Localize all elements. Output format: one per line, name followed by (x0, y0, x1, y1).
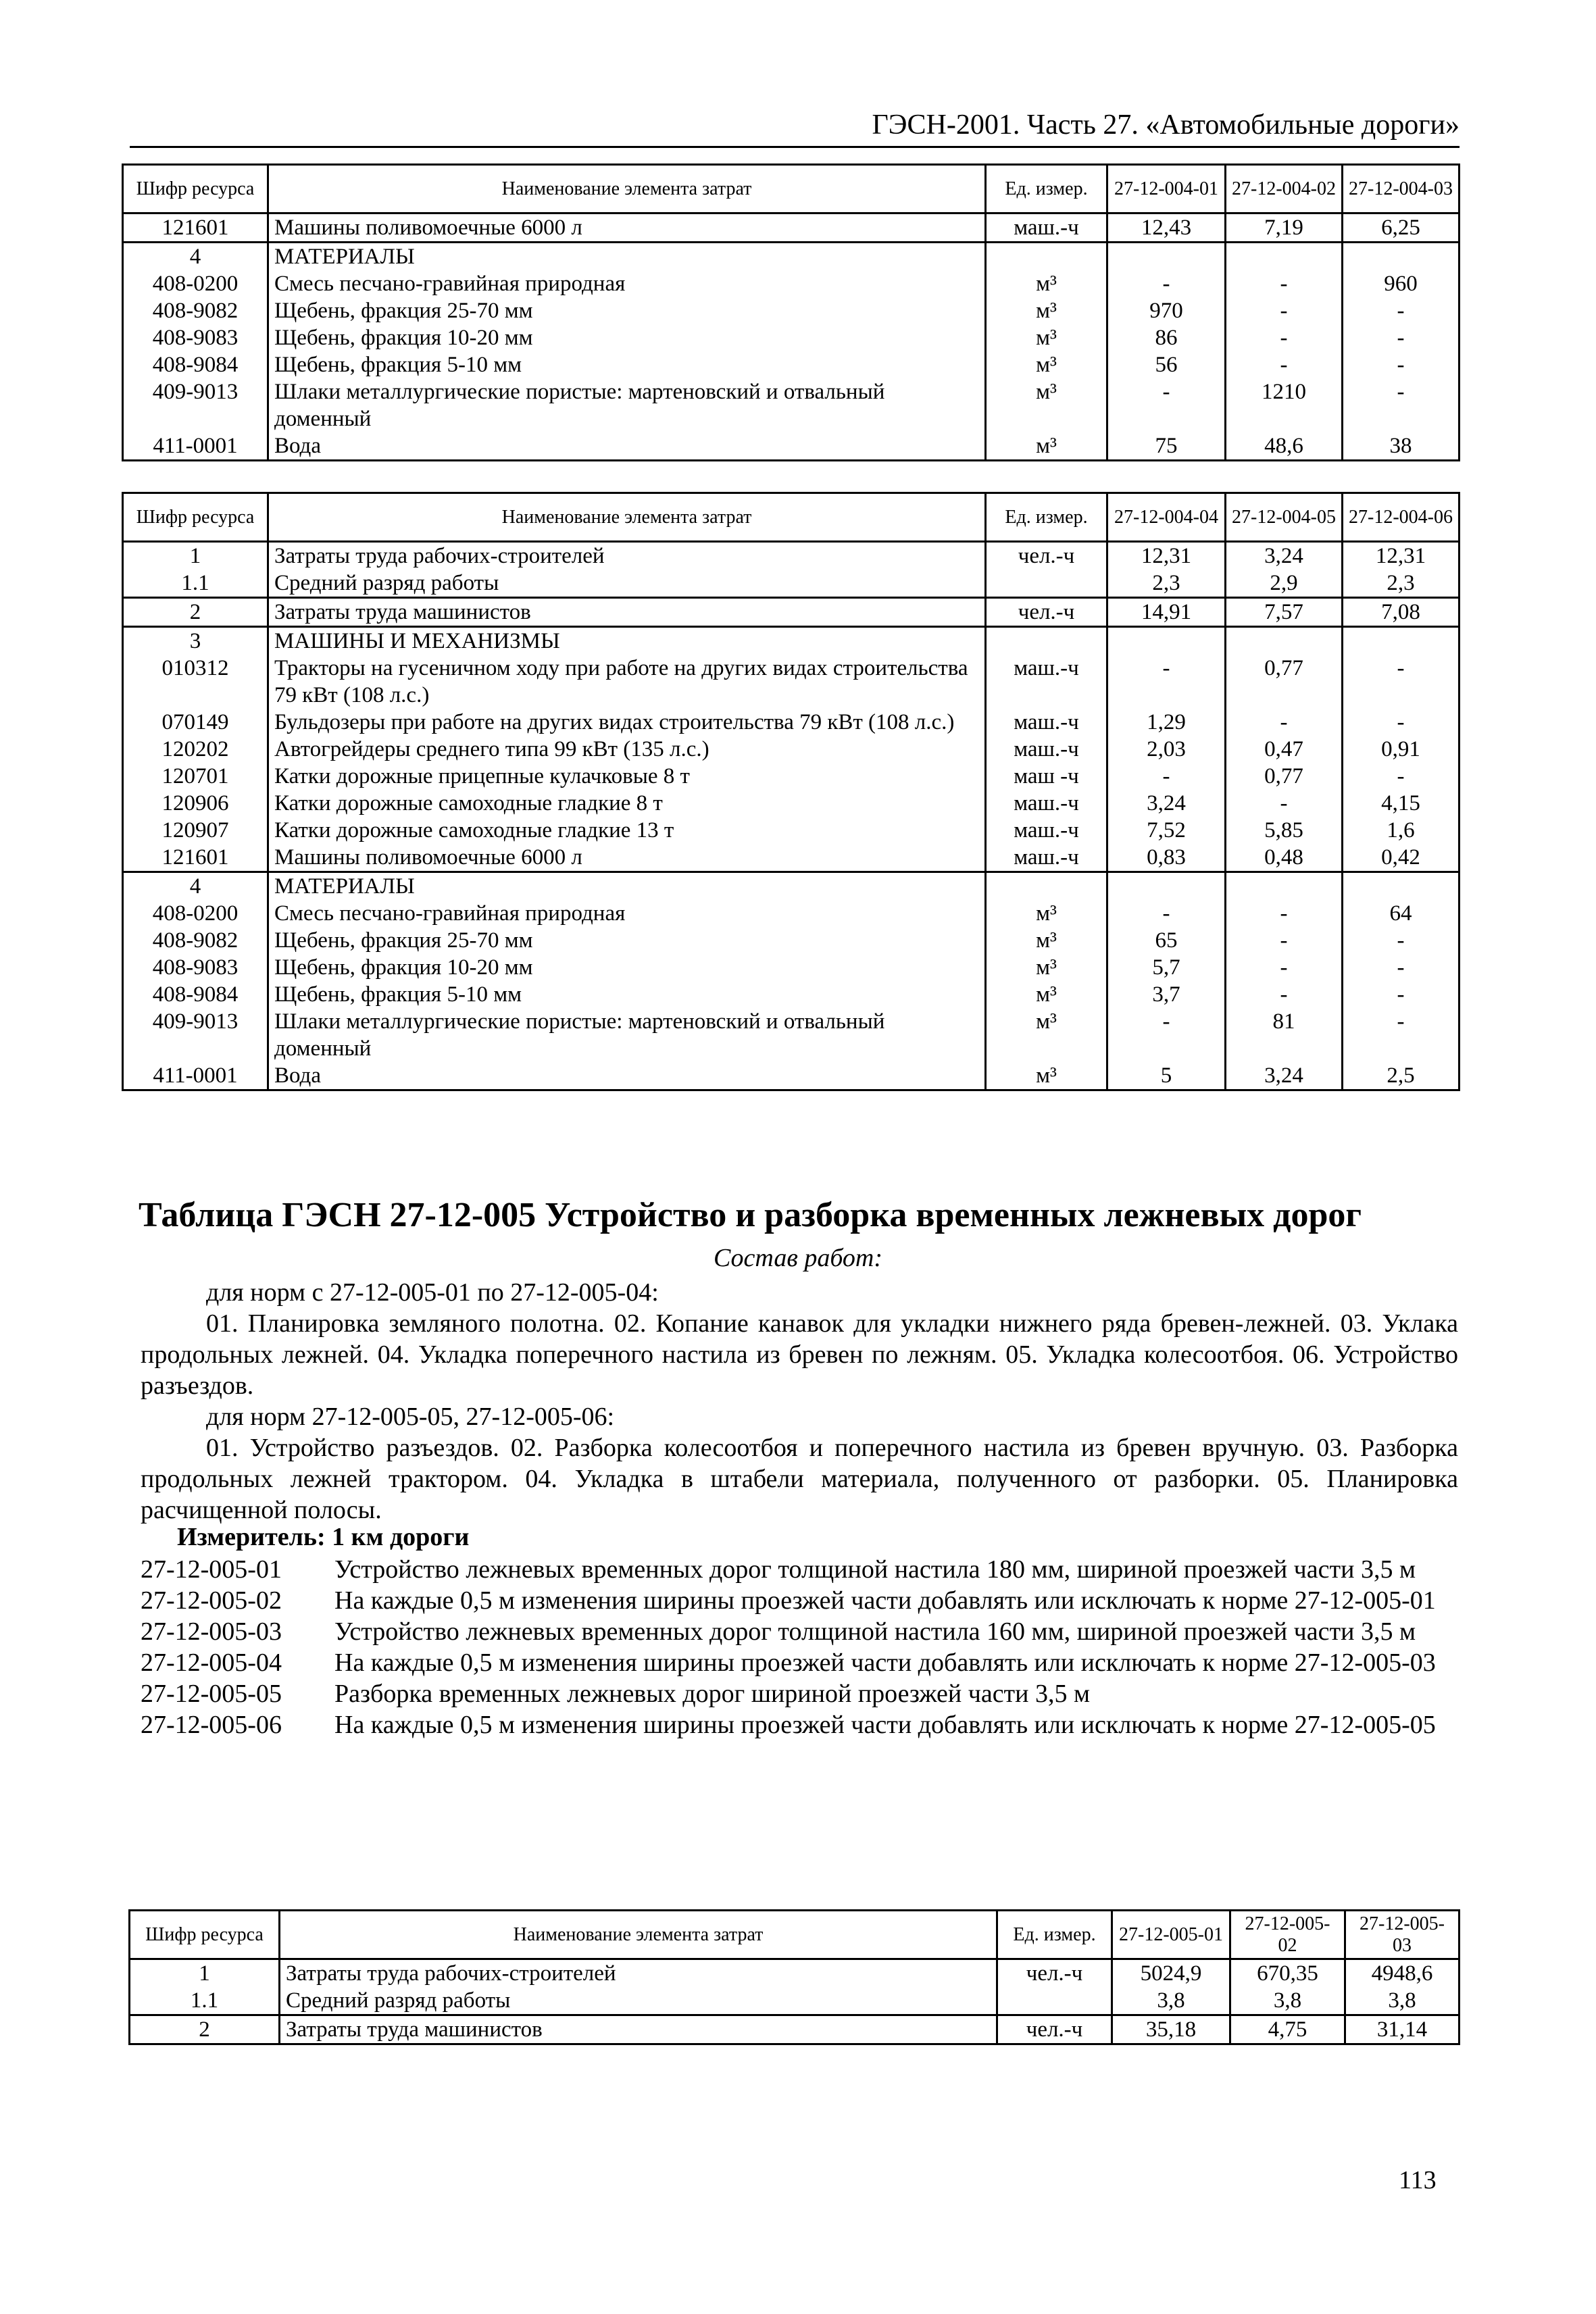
resource-code: 409-9013 (123, 1008, 268, 1062)
value: - (1226, 981, 1343, 1008)
cost-element-name: Щебень, фракция 5-10 мм (268, 351, 986, 378)
cost-element-name: Вода (268, 432, 986, 461)
resource-code: 121601 (123, 213, 268, 243)
value: 48,6 (1226, 432, 1343, 461)
table-row (123, 570, 1460, 598)
unit (986, 872, 1107, 901)
value: 6,25 (1343, 213, 1460, 243)
norms-b-text: 01. Устройство разъездов. 02. Разборка колесоотбоя и поперечного настила из бревен вручную. 03. Разборка продольных лежней трактором. 04. Укладка в штабели материала, полученного от разборки. 05. Планировка расчищенной полосы. (141, 1434, 1458, 1524)
col-norm-header: 27-12-004-06 (1343, 493, 1460, 542)
value: 86 (1107, 324, 1226, 351)
table-row (123, 872, 1460, 901)
value: 5 (1107, 1062, 1226, 1090)
resource-code: 120202 (123, 736, 268, 763)
table-row (123, 243, 1460, 271)
col-norm-header: 27-12-005-01 (1112, 1911, 1230, 1959)
table-27-12-005-01-03 (128, 1909, 1460, 2045)
value: 4,75 (1230, 2015, 1345, 2044)
resource-code: 120906 (123, 790, 268, 817)
value: 56 (1107, 351, 1226, 378)
value: 670,35 (1230, 1959, 1345, 1988)
value: - (1343, 297, 1460, 324)
unit: м³ (986, 954, 1107, 981)
resource-code: 121601 (123, 844, 268, 872)
value: 1,6 (1343, 817, 1460, 844)
col-code-header: Шифр ресурса (123, 493, 268, 542)
norms-b-label: для норм 27-12-005-05, 27-12-005-06: (206, 1403, 615, 1431)
value: 970 (1107, 297, 1226, 324)
col-code-header: Шифр ресурса (123, 165, 268, 213)
table-row (123, 324, 1460, 351)
value: 7,19 (1226, 213, 1343, 243)
resource-code: 408-9082 (123, 927, 268, 954)
col-code-header: Шифр ресурса (130, 1911, 280, 1959)
norm-code: 27-12-005-02 (141, 1586, 282, 1615)
value: 4,15 (1343, 790, 1460, 817)
cost-element-name: Вода (268, 1062, 986, 1090)
cost-element-name: Шлаки металлургические пористые: мартеновский и отвальный доменный (268, 378, 986, 432)
value: - (1343, 927, 1460, 954)
norm-code: 27-12-005-05 (141, 1680, 282, 1708)
value: 81 (1226, 1008, 1343, 1062)
value: 3,24 (1226, 542, 1343, 570)
resource-code: 1 (123, 542, 268, 570)
cost-element-name: Затраты труда рабочих-строителей (280, 1959, 997, 1988)
group-heading: МАШИНЫ И МЕХАНИЗМЫ (268, 627, 986, 655)
value: 0,42 (1343, 844, 1460, 872)
norms-a-text: 01. Планировка земляного полотна. 02. Копание канавок для укладки нижнего ряда бревен-лежней. 03. Уклака продольных лежней. 04. Укладка поперечного настила из бревен по лежням. 05. Укладка колесоотбоя. 06. Устройство разъездов. (141, 1309, 1458, 1400)
col-unit-header: Ед. измер. (986, 493, 1107, 542)
cost-element-name: Тракторы на гусеничном ходу при работе на других видах строительства 79 кВт (108 л.с.) (268, 655, 986, 709)
value: 5,85 (1226, 817, 1343, 844)
value: 3,8 (1345, 1987, 1460, 2015)
resource-code: 120701 (123, 763, 268, 790)
col-name-header: Наименование элемента затрат (268, 165, 986, 213)
unit: м³ (986, 324, 1107, 351)
measure-unit: Измеритель: 1 км дороги (177, 1523, 470, 1551)
value: 1210 (1226, 378, 1343, 432)
resource-code: 4 (123, 243, 268, 271)
resource-code: 010312 (123, 655, 268, 709)
cost-element-name: Смесь песчано-гравийная природная (268, 270, 986, 297)
value: 1,29 (1107, 709, 1226, 736)
table-row (123, 1008, 1460, 1062)
value: 31,14 (1345, 2015, 1460, 2044)
value: 14,91 (1107, 598, 1226, 627)
value: 3,8 (1112, 1987, 1230, 2015)
table-row (123, 655, 1460, 709)
value (1343, 627, 1460, 655)
value: 0,77 (1226, 655, 1343, 709)
value: - (1343, 763, 1460, 790)
table-row (123, 709, 1460, 736)
unit (986, 627, 1107, 655)
value: 3,8 (1230, 1987, 1345, 2015)
unit: чел.-ч (997, 2015, 1112, 2044)
value: - (1226, 927, 1343, 954)
value: - (1343, 981, 1460, 1008)
value: 5,7 (1107, 954, 1226, 981)
cost-element-name: Средний разряд работы (280, 1987, 997, 2015)
unit (997, 1987, 1112, 2015)
value: - (1107, 900, 1226, 927)
resource-code: 2 (130, 2015, 280, 2044)
norm-code: 27-12-005-03 (141, 1617, 282, 1646)
value: 2,3 (1107, 570, 1226, 598)
unit: м³ (986, 432, 1107, 461)
work-composition-heading: Состав работ: (713, 1244, 883, 1272)
resource-code: 3 (123, 627, 268, 655)
value: 2,03 (1107, 736, 1226, 763)
value: - (1343, 655, 1460, 709)
resource-code: 408-9083 (123, 324, 268, 351)
table-row (123, 954, 1460, 981)
resource-code: 408-9084 (123, 981, 268, 1008)
value (1226, 627, 1343, 655)
resource-code: 1 (130, 1959, 280, 1988)
value: 2,3 (1343, 570, 1460, 598)
cost-element-name: Катки дорожные прицепные кулачковые 8 т (268, 763, 986, 790)
value (1107, 243, 1226, 271)
col-norm-header: 27-12-004-02 (1226, 165, 1343, 213)
value: - (1226, 270, 1343, 297)
unit: м³ (986, 900, 1107, 927)
table-27-12-004-04-06 (122, 492, 1460, 1091)
value: - (1107, 270, 1226, 297)
value: - (1226, 297, 1343, 324)
table-row (123, 270, 1460, 297)
value: - (1343, 954, 1460, 981)
norm-code: 27-12-005-01 (141, 1555, 282, 1584)
cost-element-name: Щебень, фракция 10-20 мм (268, 954, 986, 981)
cost-element-name: Машины поливомоечные 6000 л (268, 213, 986, 243)
resource-code: 408-9084 (123, 351, 268, 378)
table-row (130, 1959, 1460, 1988)
col-norm-header: 27-12-004-05 (1226, 493, 1343, 542)
cost-element-name: Щебень, фракция 5-10 мм (268, 981, 986, 1008)
norm-code: 27-12-005-04 (141, 1649, 282, 1677)
value: 38 (1343, 432, 1460, 461)
resource-code: 411-0001 (123, 1062, 268, 1090)
table-27-12-004-01-03 (122, 164, 1460, 461)
unit: м³ (986, 270, 1107, 297)
resource-code: 1.1 (130, 1987, 280, 2015)
norm-description: Устройство лежневых временных дорог толщиной настила 160 мм, шириной проезжей части 3,5 м (334, 1617, 1416, 1646)
col-norm-header: 27-12-004-01 (1107, 165, 1226, 213)
value: 12,31 (1343, 542, 1460, 570)
value (1226, 243, 1343, 271)
value: - (1107, 655, 1226, 709)
unit: м³ (986, 1008, 1107, 1062)
resource-code: 408-0200 (123, 270, 268, 297)
cost-element-name: Щебень, фракция 25-70 мм (268, 927, 986, 954)
value: - (1226, 324, 1343, 351)
table-row (123, 627, 1460, 655)
unit: м³ (986, 351, 1107, 378)
value: 0,48 (1226, 844, 1343, 872)
unit: м³ (986, 927, 1107, 954)
value (1343, 872, 1460, 901)
col-name-header: Наименование элемента затрат (280, 1911, 997, 1959)
cost-element-name: Щебень, фракция 25-70 мм (268, 297, 986, 324)
table-row (123, 1062, 1460, 1090)
col-norm-header: 27-12-005-02 (1230, 1911, 1345, 1959)
page-number: 113 (1399, 2166, 1437, 2194)
group-heading: МАТЕРИАЛЫ (268, 243, 986, 271)
value: 65 (1107, 927, 1226, 954)
resource-code: 070149 (123, 709, 268, 736)
list-item (141, 1647, 1458, 1678)
table-row (123, 900, 1460, 927)
resource-code: 1.1 (123, 570, 268, 598)
unit: маш.-ч (986, 790, 1107, 817)
value: - (1343, 378, 1460, 432)
list-item (141, 1554, 1458, 1585)
value: - (1107, 1008, 1226, 1062)
col-norm-header: 27-12-004-03 (1343, 165, 1460, 213)
unit: маш.-ч (986, 817, 1107, 844)
table-row (123, 763, 1460, 790)
table-row (123, 598, 1460, 627)
cost-element-name: Смесь песчано-гравийная природная (268, 900, 986, 927)
cost-element-name: Затраты труда машинистов (280, 2015, 997, 2044)
cost-element-name: Катки дорожные самоходные гладкие 13 т (268, 817, 986, 844)
unit: м³ (986, 297, 1107, 324)
unit: м³ (986, 378, 1107, 432)
unit: м³ (986, 981, 1107, 1008)
norm-description: На каждые 0,5 м изменения ширины проезжей части добавлять или исключать к норме 27-12-005-03 (334, 1649, 1436, 1677)
unit: чел.-ч (986, 598, 1107, 627)
value: 0,47 (1226, 736, 1343, 763)
value: 0,91 (1343, 736, 1460, 763)
table-row (123, 378, 1460, 432)
norm-list (141, 1554, 1458, 1740)
cost-element-name: Шлаки металлургические пористые: мартеновский и отвальный доменный (268, 1008, 986, 1062)
value (1343, 243, 1460, 271)
norm-description: Разборка временных лежневых дорог шириной проезжей части 3,5 м (334, 1680, 1091, 1708)
page-header: ГЭСН-2001. Часть 27. «Автомобильные дороги» (130, 108, 1460, 148)
col-unit-header: Ед. измер. (986, 165, 1107, 213)
resource-code: 120907 (123, 817, 268, 844)
unit (986, 570, 1107, 598)
section-title: Таблица ГЭСН 27-12-005 Устройство и разборка временных лежневых дорог (139, 1196, 1362, 1234)
col-name-header: Наименование элемента затрат (268, 493, 986, 542)
resource-code: 409-9013 (123, 378, 268, 432)
norm-code: 27-12-005-06 (141, 1711, 282, 1739)
value: - (1343, 324, 1460, 351)
value: - (1343, 351, 1460, 378)
unit: маш.-ч (986, 844, 1107, 872)
resource-code: 408-9083 (123, 954, 268, 981)
norm-description: На каждые 0,5 м изменения ширины проезжей части добавлять или исключать к норме 27-12-005-05 (334, 1711, 1436, 1739)
value: 7,08 (1343, 598, 1460, 627)
norm-description: Устройство лежневых временных дорог толщиной настила 180 мм, шириной проезжей части 3,5 м (334, 1555, 1416, 1584)
resource-code: 411-0001 (123, 432, 268, 461)
cost-element-name: Средний разряд работы (268, 570, 986, 598)
cost-element-name: Затраты труда рабочих-строителей (268, 542, 986, 570)
list-item (141, 1616, 1458, 1647)
norms-a-label: для норм с 27-12-005-01 по 27-12-005-04: (206, 1278, 659, 1307)
table-row (123, 432, 1460, 461)
col-norm-header: 27-12-005-03 (1345, 1911, 1460, 1959)
value: 12,43 (1107, 213, 1226, 243)
value: - (1343, 709, 1460, 736)
norm-description: На каждые 0,5 м изменения ширины проезжей части добавлять или исключать к норме 27-12-005-01 (334, 1586, 1436, 1615)
value: 5024,9 (1112, 1959, 1230, 1988)
value: - (1226, 351, 1343, 378)
unit (986, 243, 1107, 271)
unit: маш.-ч (986, 213, 1107, 243)
list-item (141, 1678, 1458, 1709)
table-row (123, 817, 1460, 844)
value: 3,24 (1226, 1062, 1343, 1090)
table-row (123, 790, 1460, 817)
cost-element-name: Катки дорожные самоходные гладкие 8 т (268, 790, 986, 817)
value: 35,18 (1112, 2015, 1230, 2044)
list-item (141, 1709, 1458, 1740)
unit: чел.-ч (997, 1959, 1112, 1988)
value: 0,83 (1107, 844, 1226, 872)
value (1226, 872, 1343, 901)
value: 0,77 (1226, 763, 1343, 790)
unit: маш.-ч (986, 709, 1107, 736)
value: 2,5 (1343, 1062, 1460, 1090)
table-row (123, 844, 1460, 872)
resource-code: 4 (123, 872, 268, 901)
cost-element-name: Бульдозеры при работе на других видах строительства 79 кВт (108 л.с.) (268, 709, 986, 736)
value: - (1107, 763, 1226, 790)
cost-element-name: Затраты труда машинистов (268, 598, 986, 627)
value: - (1343, 1008, 1460, 1062)
table-row (123, 927, 1460, 954)
value: 4948,6 (1345, 1959, 1460, 1988)
value: - (1107, 378, 1226, 432)
value: 7,57 (1226, 598, 1343, 627)
table-row (123, 736, 1460, 763)
value: 3,7 (1107, 981, 1226, 1008)
table-row (123, 297, 1460, 324)
unit: м³ (986, 1062, 1107, 1090)
cost-element-name: Автогрейдеры среднего типа 99 кВт (135 л.с.) (268, 736, 986, 763)
unit: маш.-ч (986, 655, 1107, 709)
table-row (130, 2015, 1460, 2044)
col-norm-header: 27-12-004-04 (1107, 493, 1226, 542)
value: - (1226, 900, 1343, 927)
resource-code: 408-9082 (123, 297, 268, 324)
unit: чел.-ч (986, 542, 1107, 570)
resource-code: 408-0200 (123, 900, 268, 927)
value: 64 (1343, 900, 1460, 927)
value (1107, 872, 1226, 901)
cost-element-name: Щебень, фракция 10-20 мм (268, 324, 986, 351)
value: - (1226, 709, 1343, 736)
resource-code: 2 (123, 598, 268, 627)
list-item (141, 1585, 1458, 1616)
value: 3,24 (1107, 790, 1226, 817)
value: - (1226, 954, 1343, 981)
value: 12,31 (1107, 542, 1226, 570)
unit: маш.-ч (986, 736, 1107, 763)
unit: маш -ч (986, 763, 1107, 790)
value: 2,9 (1226, 570, 1343, 598)
table-row (123, 542, 1460, 570)
table-row (123, 351, 1460, 378)
cost-element-name: Машины поливомоечные 6000 л (268, 844, 986, 872)
table-row (123, 981, 1460, 1008)
value (1107, 627, 1226, 655)
table-row (130, 1987, 1460, 2015)
value: - (1226, 790, 1343, 817)
value: 75 (1107, 432, 1226, 461)
value: 7,52 (1107, 817, 1226, 844)
group-heading: МАТЕРИАЛЫ (268, 872, 986, 901)
value: 960 (1343, 270, 1460, 297)
col-unit-header: Ед. измер. (997, 1911, 1112, 1959)
table-row (123, 213, 1460, 243)
